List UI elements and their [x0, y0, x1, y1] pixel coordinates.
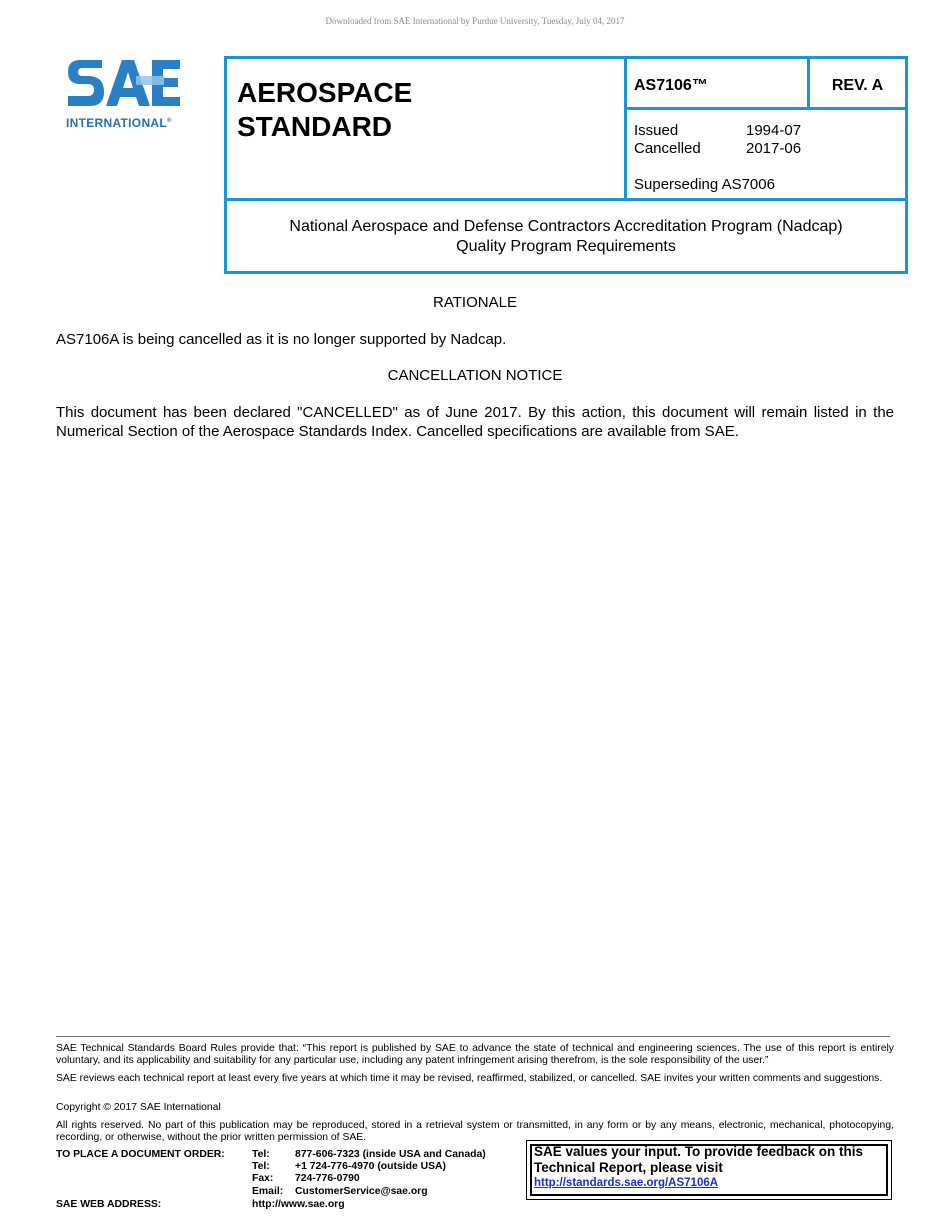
superseding-note: Superseding AS7006 [634, 176, 775, 193]
order-label: TO PLACE A DOCUMENT ORDER: [56, 1149, 225, 1160]
subject-title-line-1: National Aerospace and Defense Contractors Accreditation Program (Nadcap) [289, 218, 843, 235]
review-text: SAE reviews each technical report at least every five years at which time it may be revised, reaffirmed, stabilized, or cancelled. SAE invites your written comments and suggestions. [56, 1073, 883, 1084]
rationale-heading: RATIONALE [433, 294, 517, 311]
tel-domestic: 877-606-7323 (inside USA and Canada) [295, 1149, 486, 1160]
issued-value: 1994-07 [746, 122, 802, 139]
footer-divider [56, 1036, 890, 1037]
cancellation-paragraph: This document has been declared "CANCELLED" as of June 2017. By this action, this document will remain listed in the Numerical Section of the Aerospace Standards Index. Cancelled specifications are available from SAE. [56, 404, 894, 440]
tel-international: +1 724-776-4970 (outside USA) [295, 1161, 447, 1172]
document-number: AS7106™ [634, 77, 708, 94]
tel-label: Tel: [252, 1149, 270, 1160]
email-label: Email: [252, 1186, 284, 1197]
logo-subtitle: INTERNATIONAL® [66, 116, 172, 130]
download-watermark: Downloaded from SAE International by Purdue University, Tuesday, July 04, 2017 [325, 16, 625, 26]
web-address-label: SAE WEB ADDRESS: [56, 1199, 162, 1210]
fax-number: 724-776-0790 [295, 1173, 360, 1184]
cancelled-label: Cancelled [634, 140, 701, 157]
subject-box [224, 198, 908, 274]
revision-label: REV. A [831, 77, 884, 94]
rationale-paragraph: AS7106A is being cancelled as it is no longer supported by Nadcap. [56, 331, 507, 348]
issued-label: Issued [634, 122, 679, 139]
document-type-title: AEROSPACE STANDARD [237, 77, 413, 142]
copyright-text: Copyright © 2017 SAE International [56, 1102, 221, 1113]
email-address: CustomerService@sae.org [295, 1186, 428, 1197]
fax-label: Fax: [252, 1173, 274, 1184]
subject-title-line-2: Quality Program Requirements [456, 238, 676, 255]
board-rules-text: SAE Technical Standards Board Rules provide that: “This report is published by SAE to advance the state of technical and engineering sciences. The use of this report is entirely voluntary, and its applicability and suitability for any particular use, including any patent infringement arising therefrom, is the sole responsibility of the user.” [56, 1043, 894, 1066]
web-address: http://www.sae.org [252, 1199, 345, 1210]
feedback-message: SAE values your input. To provide feedback on this Technical Report, please visit [534, 1144, 864, 1175]
feedback-link[interactable]: http://standards.sae.org/AS7106A [534, 1177, 719, 1189]
cancellation-heading: CANCELLATION NOTICE [387, 367, 563, 384]
cancelled-value: 2017-06 [746, 140, 802, 157]
tel-label: Tel: [252, 1161, 270, 1172]
rights-text: All rights reserved. No part of this publication may be reproduced, stored in a retrieval system or transmitted, in any form or by any means, electronic, mechanical, photocopying, recording, or otherwise, without the prior written permission of SAE. [56, 1120, 894, 1143]
